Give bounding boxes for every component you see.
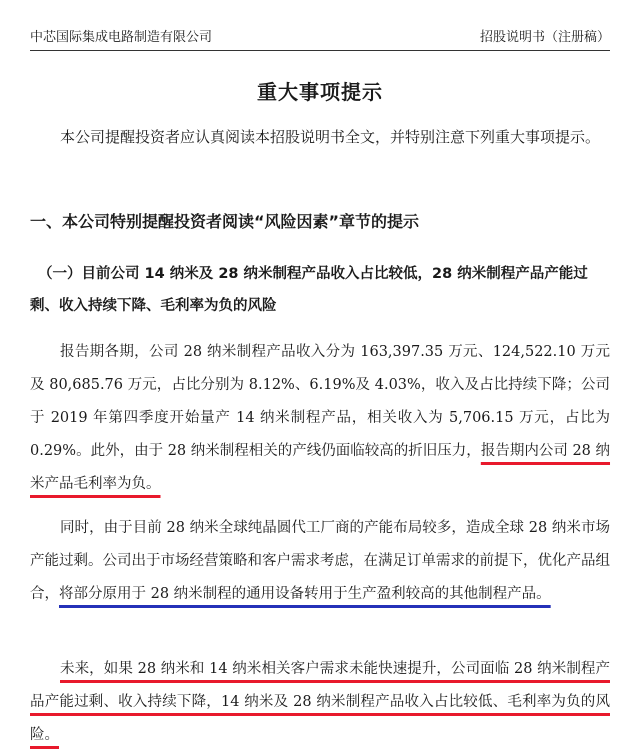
page-header [30,26,610,51]
paragraph-revenue [30,336,610,501]
company-name: 中芯国际集成电路制造有限公司 [30,30,213,45]
highlight-negative-margin: 报告期内公司 28 纳米产品毛利率为负。 [30,443,611,492]
highlight-equipment-transfer: 将部分原用于 28 纳米制程的通用设备转用于生产盈利较高的其他制程产品。 [59,586,551,602]
highlight-future-risk: 未来，如果 28 纳米和 14 纳米相关客户需求未能快速提升，公司面临 28 纳米制程产品产能过剩、收入持续下降，14 纳米及 28 纳米制程产品收入占比较低、毛利率为负的风险。 [30,661,610,743]
paragraph-revenue-text: 报告期各期，公司 28 纳米制程产品收入分为 163,397.35 万元、124,522.10 万元及 80,685.76 万元，占比分别为 8.12%、6.19%及 4.03%，收入及占比持续下降；公司于 2019 年第四季度开始量产 14 纳米制程产品，相关收入为 5,706.15 万元，占比为 0.29%。此外，由于 28 纳米制程相关的产线仍面临较高的折旧压力， [30,344,610,459]
intro-paragraph: 本公司提醒投资者应认真阅读本招股说明书全文，并特别注意下列重大事项提示。 [60,128,601,146]
paragraph-capacity-text: 同时，由于目前 28 纳米全球纯晶圆代工厂商的产能布局较多，造成全球 28 纳米市场产能过剩。公司出于市场经营策略和客户需求考虑，在满足订单需求的前提下，优化产品组合， [30,520,610,602]
subsection-heading: （一）目前公司 14 纳米及 28 纳米制程产品收入占比较低，28 纳米制程产品产能过剩、收入持续下降、毛利率为负的风险 [30,266,588,314]
paragraph-capacity [30,512,610,611]
section-heading: 一、本公司特别提醒投资者阅读“风险因素”章节的提示 [30,212,420,231]
paragraph-risk [30,653,610,752]
document-type: 招股说明书（注册稿） [479,30,610,45]
page-title: 重大事项提示 [257,80,383,104]
